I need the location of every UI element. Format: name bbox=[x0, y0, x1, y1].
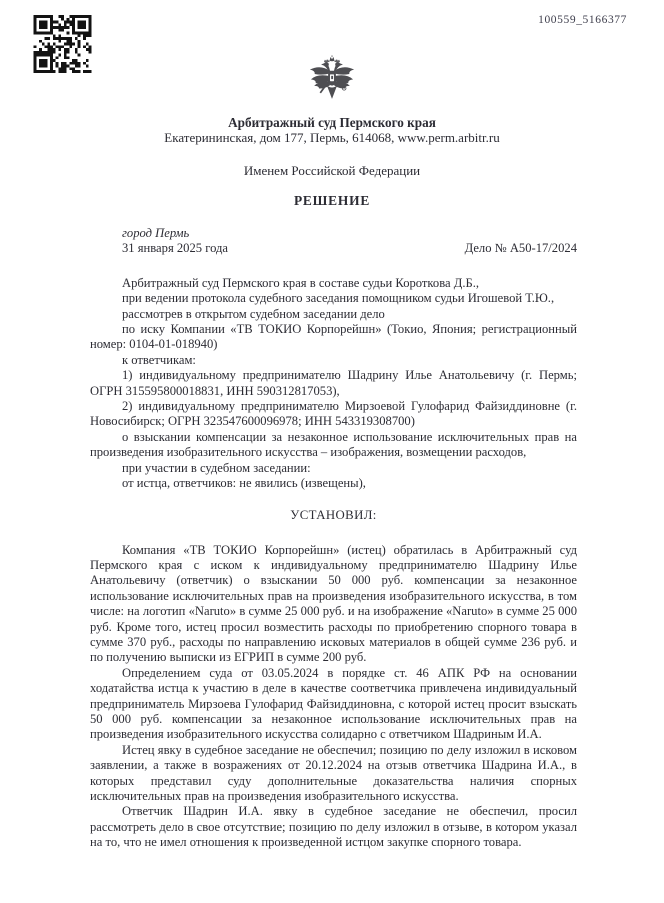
intro-paragraph: рассмотрев в открытом судебном заседании дело bbox=[122, 306, 385, 321]
established-heading: УСТАНОВИЛ: bbox=[290, 507, 377, 522]
in-the-name-line: Именем Российской Федерации bbox=[243, 163, 421, 178]
intro-paragraph: Арбитражный суд Пермского края в составе судьи Короткова Д.Б., bbox=[122, 275, 479, 290]
body-paragraph: Определением суда от 03.05.2024 в порядке ст. 46 АПК РФ на основании ходатайства истца к участию в деле в качестве соответчика привлечена индивидуальный предприниматель Мирзоева Гулофарид Файзиддиновна, с которой истец просит взыскать 50 000 руб. компенсации за незаконное использование исключительных прав на произведения изобразительного искусства солидарно с ответчиком Шадриным И.А. bbox=[90, 665, 577, 742]
intro-paragraph: 2) индивидуальному предпринимателю Мирзоевой Гулофарид Файзиддиновне (г. Новосибирск; ОГРН 323547600096978; ИНН 543319308700) bbox=[90, 399, 577, 429]
findings-section bbox=[90, 543, 577, 851]
body-paragraph: Компания «ТВ ТОКИО Корпорейшн» (истец) обратилась в Арбитражный суд Пермского края с иском к индивидуальному предпринимателю Шадрину Илье Анатольевичу (ответчик) о взыскании 50 000 руб. компенсации за незаконное использование исключительных прав на произведения изобразительного искусства, в том числе: на логотип «Naruto» в сумме 25 000 руб. и на изображение «Naruto» в сумме 25 000 руб. Кроме того, истец просил возместить расходы по приобретению спорного товара в сумме 370 руб., расходы по направлению исковых материалов в общей сумме 236 руб. и по получению выписки из ЕГРИП в сумме 200 руб. bbox=[90, 542, 577, 665]
intro-paragraph: о взыскании компенсации за незаконное использование исключительных прав на произведения изобразительного искусства – изображения, возмещении расходов, bbox=[90, 429, 577, 460]
body-paragraph: Истец явку в судебное заседание не обеспечил; позицию по делу изложил в исковом заявлении, а также в возражениях от 20.12.2024 на отзыв ответчика Шадрина И.А., в которых представил суду дополнительные доказательства наличия спорных исключительных прав на произведения изобразительного искусства. bbox=[90, 742, 577, 803]
case-number: Дело № А50-17/2024 bbox=[464, 241, 577, 256]
intro-paragraph: при участии в судебном заседании: bbox=[122, 460, 311, 475]
case-date: 31 января 2025 года bbox=[122, 241, 229, 256]
intro-paragraph: по иску Компании «ТВ ТОКИО Корпорейшн» (Токио, Япония; регистрационный номер: 0104-01-018940) bbox=[90, 322, 577, 352]
qr-code-icon bbox=[33, 15, 92, 73]
document-id: 100559_5166377 bbox=[538, 14, 627, 26]
intro-paragraph: от истца, ответчиков: не явились (извещены), bbox=[122, 476, 366, 491]
russia-coat-of-arms-icon bbox=[305, 52, 359, 110]
court-name: Арбитражный суд Пермского края bbox=[228, 115, 436, 130]
date-and-case-number-row bbox=[90, 241, 577, 256]
court-address: Екатерининская, дом 177, Пермь, 614068, www.perm.arbitr.ru bbox=[164, 130, 500, 145]
intro-paragraph: 1) индивидуальному предпринимателю Шадрину Илье Анатольевичу (г. Пермь; ОГРН 315595800018831, ИНН 590312817053), bbox=[90, 368, 577, 398]
intro-paragraph: к ответчикам: bbox=[122, 352, 196, 367]
intro-section bbox=[90, 276, 577, 492]
intro-paragraph: при ведении протокола судебного заседания помощником судьи Игошевой Т.Ю., bbox=[122, 291, 555, 306]
decision-title: РЕШЕНИЕ bbox=[293, 193, 371, 208]
case-city: город Пермь bbox=[122, 226, 190, 240]
body-paragraph: Ответчик Шадрин И.А. явку в судебное заседание не обеспечил, просил рассмотреть дело в свое отсутствие; позицию по делу изложил в отзыве, в котором указал на то, что не имел отношения к произведенной истцом закупке спорного товара. bbox=[90, 804, 577, 850]
document-content bbox=[90, 226, 577, 851]
